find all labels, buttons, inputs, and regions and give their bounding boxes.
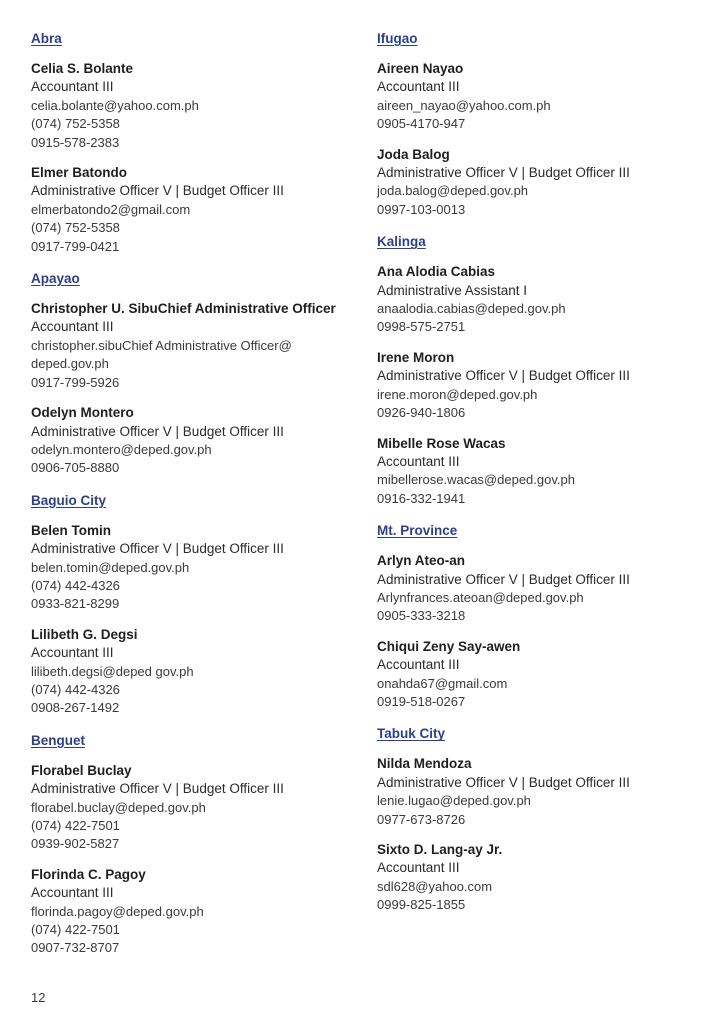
contact-phone: (074) 422-7501: [31, 922, 120, 938]
contact-position: Administrative Officer V | Budget Officer III: [31, 183, 284, 199]
contact-entry: [377, 263, 707, 337]
left-column: [31, 28, 361, 970]
contact-phone: 0999-825-1855: [377, 897, 466, 913]
contact-entry: [31, 762, 361, 854]
contact-entry: [377, 349, 707, 423]
contact-name: Christopher U. SibuChief Administrative Officer: [31, 301, 336, 317]
contact-name: Belen Tomin: [31, 522, 112, 538]
contact-name: Chiqui Zeny Say-awen: [377, 638, 521, 654]
region-heading: Ifugao: [377, 31, 418, 46]
contact-email: florinda.pagoy@deped.gov.ph: [31, 903, 204, 919]
contact-phone: 0915-578-2383: [31, 134, 120, 150]
contact-email: lenie.lugao@deped.gov.ph: [377, 793, 531, 809]
region-heading: Abra: [31, 31, 62, 46]
contact-position: Administrative Officer V | Budget Officer III: [31, 541, 284, 557]
contact-phone: (074) 752-5358: [31, 116, 120, 132]
contact-position: Accountant III: [31, 319, 114, 335]
contact-position: Accountant III: [31, 645, 114, 661]
region-section-kalinga: [377, 231, 707, 508]
contact-phone: 0977-673-8726: [377, 811, 466, 827]
contact-position: Administrative Officer V | Budget Officer III: [377, 368, 630, 384]
contact-name: Florinda C. Pagoy: [31, 866, 146, 882]
contact-phone: 0998-575-2751: [377, 319, 466, 335]
region-heading: Tabuk City: [377, 726, 446, 742]
contact-email: lilibeth.degsi@deped gov.ph: [31, 663, 194, 679]
contact-phone: (074) 422-7501: [31, 818, 120, 833]
region-heading: Kalinga: [377, 234, 426, 250]
contact-position: Administrative Officer V | Budget Officer III: [377, 774, 630, 790]
contact-email: onahda67@gmail.com: [377, 675, 508, 691]
contact-phone: 0997-103-0013: [377, 201, 466, 217]
contact-email: belen.tomin@deped.gov.ph: [31, 559, 190, 575]
contact-entry: [31, 404, 361, 478]
contact-name: Florabel Buclay: [31, 762, 132, 778]
contact-phone: 0919-518-0267: [377, 693, 466, 709]
contact-email: Arlynfrances.ateoan@deped.gov.ph: [377, 589, 584, 605]
contact-phone: 0917-799-0421: [31, 238, 120, 254]
contact-phone: 0917-799-5926: [31, 374, 120, 390]
contact-position: Accountant III: [377, 453, 460, 469]
contact-email: celia.bolante@yahoo.com.ph: [31, 97, 199, 113]
region-section-ifugao: [377, 28, 707, 219]
contact-email: deped.gov.ph: [31, 356, 109, 372]
contact-name: Mibelle Rose Wacas: [377, 435, 506, 451]
contact-entry: [377, 755, 707, 829]
contact-phone: (074) 442-4326: [31, 681, 120, 697]
contact-name: Arlyn Ateo-an: [377, 553, 466, 569]
region-section-abra: [31, 28, 361, 256]
region-section-mt-province: [377, 520, 707, 711]
region-section-apayao: [31, 268, 361, 478]
contact-entry: [31, 300, 361, 392]
contact-entry: [31, 164, 361, 256]
contact-email: mibellerose.wacas@deped.gov.ph: [377, 472, 575, 488]
contact-name: Lilibeth G. Degsi: [31, 626, 138, 642]
contact-name: Aireen Nayao: [377, 61, 464, 76]
region-heading: Benguet: [31, 732, 85, 748]
contact-phone: 0905-4170-947: [377, 116, 466, 132]
contact-email: aireen_nayao@yahoo.com.ph: [377, 97, 551, 113]
contact-email: elmerbatondo2@gmail.com: [31, 201, 191, 217]
contact-phone: 0916-332-1941: [377, 490, 466, 506]
contact-name: Joda Balog: [377, 146, 450, 162]
contact-name: Irene Moron: [377, 349, 455, 365]
contact-phone: 0907-732-8707: [31, 940, 120, 956]
contact-email: anaalodia.cabias@deped.gov.ph: [377, 301, 566, 317]
contact-email: joda.balog@deped.gov.ph: [377, 183, 529, 199]
contact-name: Odelyn Montero: [31, 405, 134, 421]
contact-email: odelyn.montero@deped.gov.ph: [31, 441, 212, 457]
contact-phone: (074) 442-4326: [31, 577, 120, 593]
contact-entry: [377, 60, 707, 134]
contact-email: irene.moron@deped.gov.ph: [377, 386, 538, 402]
contact-entry: [31, 522, 361, 614]
contact-position: Accountant III: [31, 885, 114, 901]
contact-phone: 0908-267-1492: [31, 700, 120, 716]
region-section-tabuk-city: [377, 723, 707, 914]
contact-position: Accountant III: [377, 79, 460, 95]
contact-position: Administrative Assistant I: [377, 282, 528, 298]
contact-entry: [31, 866, 361, 958]
contact-entry: [377, 146, 707, 220]
contact-entry: [377, 435, 707, 509]
contact-name: Elmer Batondo: [31, 165, 128, 181]
contact-email: florabel.buclay@deped.gov.ph: [31, 799, 206, 815]
contact-phone: 0939-902-5827: [31, 836, 120, 852]
contact-name: Ana Alodia Cabias: [377, 264, 496, 280]
right-column: [377, 28, 707, 927]
region-heading: Baguio City: [31, 492, 107, 508]
contact-email: christopher.sibuChief Administrative Officer@: [31, 337, 292, 353]
contact-entry: [377, 638, 707, 712]
contact-entry: [377, 552, 707, 626]
region-section-benguet: [31, 730, 361, 958]
contact-name: Nilda Mendoza: [377, 756, 472, 772]
contact-entry: [377, 841, 707, 915]
contact-name: Celia S. Bolante: [31, 61, 134, 76]
region-heading: Apayao: [31, 271, 80, 287]
region-heading: Mt. Province: [377, 523, 458, 539]
page-number: 12: [31, 990, 46, 1005]
contact-phone: 0926-940-1806: [377, 405, 466, 421]
contact-position: Accountant III: [377, 657, 460, 673]
contact-entry: [31, 626, 361, 718]
contact-entry: [31, 60, 361, 152]
contact-position: Accountant III: [31, 79, 114, 95]
contact-position: Administrative Officer V | Budget Officer III: [377, 165, 630, 181]
contact-position: Administrative Officer V | Budget Officer III: [31, 423, 284, 439]
contact-phone: (074) 752-5358: [31, 220, 120, 236]
contact-phone: 0933-821-8299: [31, 596, 120, 612]
contact-position: Administrative Officer V | Budget Officer III: [31, 781, 284, 797]
contact-phone: 0905-333-3218: [377, 608, 466, 624]
contact-name: Sixto D. Lang-ay Jr.: [377, 842, 503, 857]
contact-position: Accountant III: [377, 860, 460, 876]
contact-position: Administrative Officer V | Budget Officer III: [377, 571, 630, 587]
contact-phone: 0906-705-8880: [31, 460, 120, 476]
region-section-baguio-city: [31, 490, 361, 718]
contact-email: sdl628@yahoo.com: [377, 878, 493, 894]
